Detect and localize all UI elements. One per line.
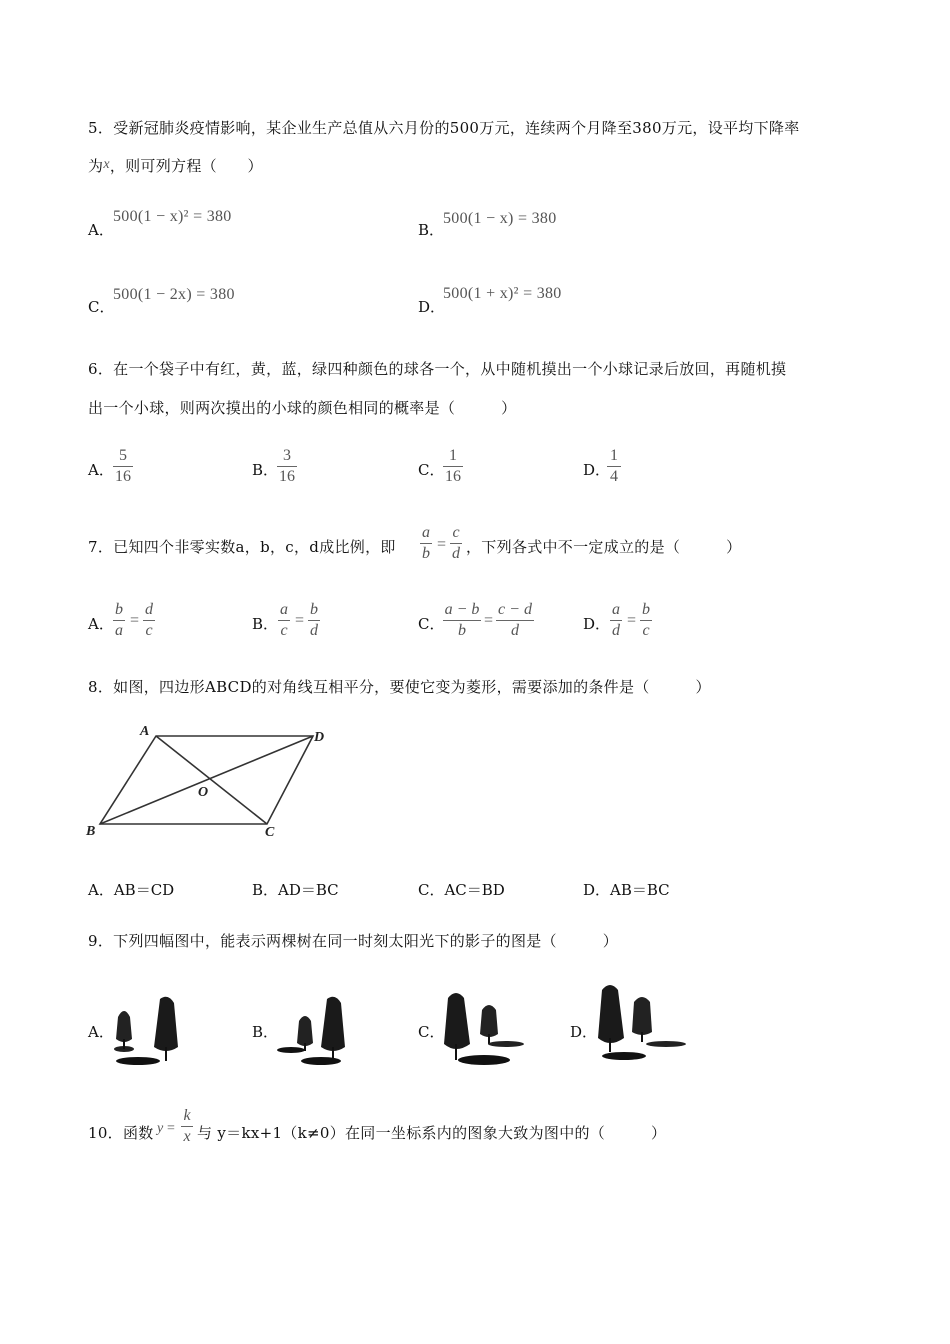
q5-option-c[interactable] xyxy=(88,297,114,317)
q10-stem-equals: = xyxy=(167,1121,176,1136)
q6-option-c-fraction xyxy=(443,447,463,486)
q5-stem-line2 xyxy=(88,155,263,176)
q7-option-d-right xyxy=(640,601,652,640)
q5-option-b-expr: 500(1 − x) = 380 xyxy=(443,210,557,227)
q9-option-a-trees-image xyxy=(108,995,188,1070)
q7-option-b-rn: b xyxy=(310,601,318,618)
q6-option-a-label: A． xyxy=(88,461,114,479)
q6-option-a-num: 5 xyxy=(119,447,127,464)
q9-option-c-trees-image xyxy=(440,988,525,1070)
q7-option-a-label: A． xyxy=(88,615,114,633)
q8-option-b[interactable]: B．AD＝BC xyxy=(252,881,339,899)
q6-option-d-fraction xyxy=(607,447,621,486)
q7-stem-fraction-cd xyxy=(450,524,462,563)
q8-option-a[interactable]: A．AB＝CD xyxy=(88,881,175,899)
q5-option-d[interactable] xyxy=(418,297,445,317)
q7-stem-f1-den: b xyxy=(422,545,430,562)
q6-option-c-label: C． xyxy=(418,461,445,479)
q7-stem-pre: 7．已知四个非零实数a，b，c，d成比例，即 xyxy=(88,538,396,556)
q7-option-b-eq: = xyxy=(295,612,305,629)
q6-option-a-fraction xyxy=(113,447,133,486)
q7-option-d-rn: b xyxy=(642,601,650,618)
q6-option-b-den: 16 xyxy=(279,468,295,485)
q7-option-d[interactable] xyxy=(583,614,610,634)
q7-stem-f2-num: c xyxy=(452,524,460,541)
q9-option-d[interactable]: D． xyxy=(570,1023,598,1041)
q7-option-d-left xyxy=(610,601,622,640)
q7-stem-f2-den: d xyxy=(452,545,460,562)
q5-variable: x xyxy=(103,157,110,172)
q5-option-d-label: D． xyxy=(418,298,446,316)
q7-option-c-left xyxy=(443,601,481,640)
q7-stem-fraction-ab xyxy=(420,524,432,563)
q7-option-b-left xyxy=(278,601,290,640)
q7-option-b-rd: d xyxy=(310,622,318,639)
q6-stem-line1: 6．在一个袋子中有红，黄，蓝，绿四种颜色的球各一个，从中随机摸出一个小球记录后放回，再随机摸 xyxy=(88,360,787,378)
q8-diagonal-bd xyxy=(100,736,313,824)
q7-option-c[interactable] xyxy=(418,614,444,634)
q10-stem-pre: 10．函数 xyxy=(88,1124,154,1142)
q7-option-c-eq: = xyxy=(484,612,494,629)
q9-option-b[interactable]: B． xyxy=(252,1023,279,1041)
q6-option-b-num: 3 xyxy=(283,447,291,464)
q6-stem-line2: 出一个小球，则两次摸出的小球的颜色相同的概率是（ ） xyxy=(88,399,517,417)
q7-option-a-right xyxy=(143,601,155,640)
q7-option-a[interactable] xyxy=(88,614,114,634)
q6-option-d-label: D． xyxy=(583,461,611,479)
q7-option-b-label: B． xyxy=(252,615,279,633)
q5-option-a-expr: 500(1 − x)² = 380 xyxy=(113,208,232,225)
q7-option-d-label: D． xyxy=(583,615,611,633)
q7-option-a-eq: = xyxy=(130,612,140,629)
q6-option-c-den: 16 xyxy=(445,468,461,485)
q7-option-c-label: C． xyxy=(418,615,445,633)
q6-option-c[interactable] xyxy=(418,460,444,480)
q7-option-c-rd: d xyxy=(511,622,519,639)
q7-stem-equals: = xyxy=(437,536,447,553)
q7-option-d-ln: a xyxy=(612,601,620,618)
q9-option-d-trees-image xyxy=(594,982,689,1068)
q8-option-d[interactable]: D．AB＝BC xyxy=(583,881,670,899)
q10-stem-fraction xyxy=(181,1107,193,1146)
q7-option-a-rn: d xyxy=(145,601,153,618)
q7-option-d-eq: = xyxy=(627,612,637,629)
q6-option-b-fraction xyxy=(277,447,297,486)
q8-point-a: A xyxy=(140,724,150,739)
q9-stem: 9．下列四幅图中，能表示两棵树在同一时刻太阳光下的影子的图是（ ） xyxy=(88,932,619,950)
q8-point-o: O xyxy=(198,785,209,800)
q10-stem-y: y xyxy=(157,1121,164,1136)
q6-option-a-den: 16 xyxy=(115,468,131,485)
q6-option-d-den: 4 xyxy=(610,468,618,485)
q8-stem: 8．如图，四边形ABCD的对角线互相平分，要使它变为菱形，需要添加的条件是（ ） xyxy=(88,678,711,696)
q9-option-a[interactable]: A． xyxy=(88,1023,114,1041)
q7-option-a-left xyxy=(113,601,125,640)
q5-option-c-expr: 500(1 − 2x) = 380 xyxy=(113,286,235,303)
q6-option-c-num: 1 xyxy=(449,447,457,464)
q5-option-b[interactable] xyxy=(418,220,444,240)
q7-option-b-right xyxy=(308,601,320,640)
q8-diagonal-ac xyxy=(156,736,267,824)
q6-option-d-num: 1 xyxy=(610,447,618,464)
q6-option-b-label: B． xyxy=(252,461,279,479)
q7-stem-post: ，下列各式中不一定成立的是（ ） xyxy=(466,538,742,556)
q5-option-b-label: B． xyxy=(418,221,445,239)
q7-option-a-ld: a xyxy=(115,622,123,639)
q10-stem-den: x xyxy=(183,1128,191,1145)
q6-option-b[interactable] xyxy=(252,460,278,480)
q6-option-a[interactable] xyxy=(88,460,114,480)
q8-point-c: C xyxy=(265,825,275,840)
q8-option-c[interactable]: C．AC＝BD xyxy=(418,881,505,899)
q7-option-a-rd: c xyxy=(145,622,153,639)
q9-option-b-trees-image xyxy=(275,995,355,1070)
q7-option-c-ld: b xyxy=(458,622,466,639)
q5-option-a-label: A． xyxy=(88,221,114,239)
q8-point-d: D xyxy=(314,730,325,745)
q7-option-d-ld: d xyxy=(612,622,620,639)
q5-stem-line1: 5．受新冠肺炎疫情影响，某企业生产总值从六月份的500万元，连续两个月降至380万元，设平均下降率 xyxy=(88,119,800,137)
q7-option-b[interactable] xyxy=(252,614,278,634)
q7-stem-f1-num: a xyxy=(422,524,430,541)
q7-option-d-rd: c xyxy=(642,622,650,639)
q8-point-b: B xyxy=(86,824,96,839)
q7-option-b-ld: c xyxy=(280,622,288,639)
q9-option-c[interactable]: C． xyxy=(418,1023,445,1041)
q7-option-c-ln: a − b xyxy=(444,601,480,618)
q8-parallelogram-figure xyxy=(80,718,340,844)
q7-option-c-right xyxy=(496,601,534,640)
q10-stem-post: 与 y＝kx+1（k≠0）在同一坐标系内的图象大致为图中的（ ） xyxy=(197,1124,667,1142)
q5-stem-post: ，则可列方程（ ） xyxy=(109,157,263,175)
q7-option-b-ln: a xyxy=(280,601,288,618)
q7-option-c-rn: c − d xyxy=(498,601,532,618)
q5-option-a[interactable] xyxy=(88,220,114,240)
q10-stem-num: k xyxy=(183,1107,191,1124)
q5-option-d-expr: 500(1 + x)² = 380 xyxy=(443,285,562,302)
q5-stem-pre: 为 xyxy=(88,157,104,175)
q5-option-c-label: C． xyxy=(88,298,115,316)
q7-option-a-ln: b xyxy=(115,601,123,618)
q6-option-d[interactable] xyxy=(583,460,610,480)
